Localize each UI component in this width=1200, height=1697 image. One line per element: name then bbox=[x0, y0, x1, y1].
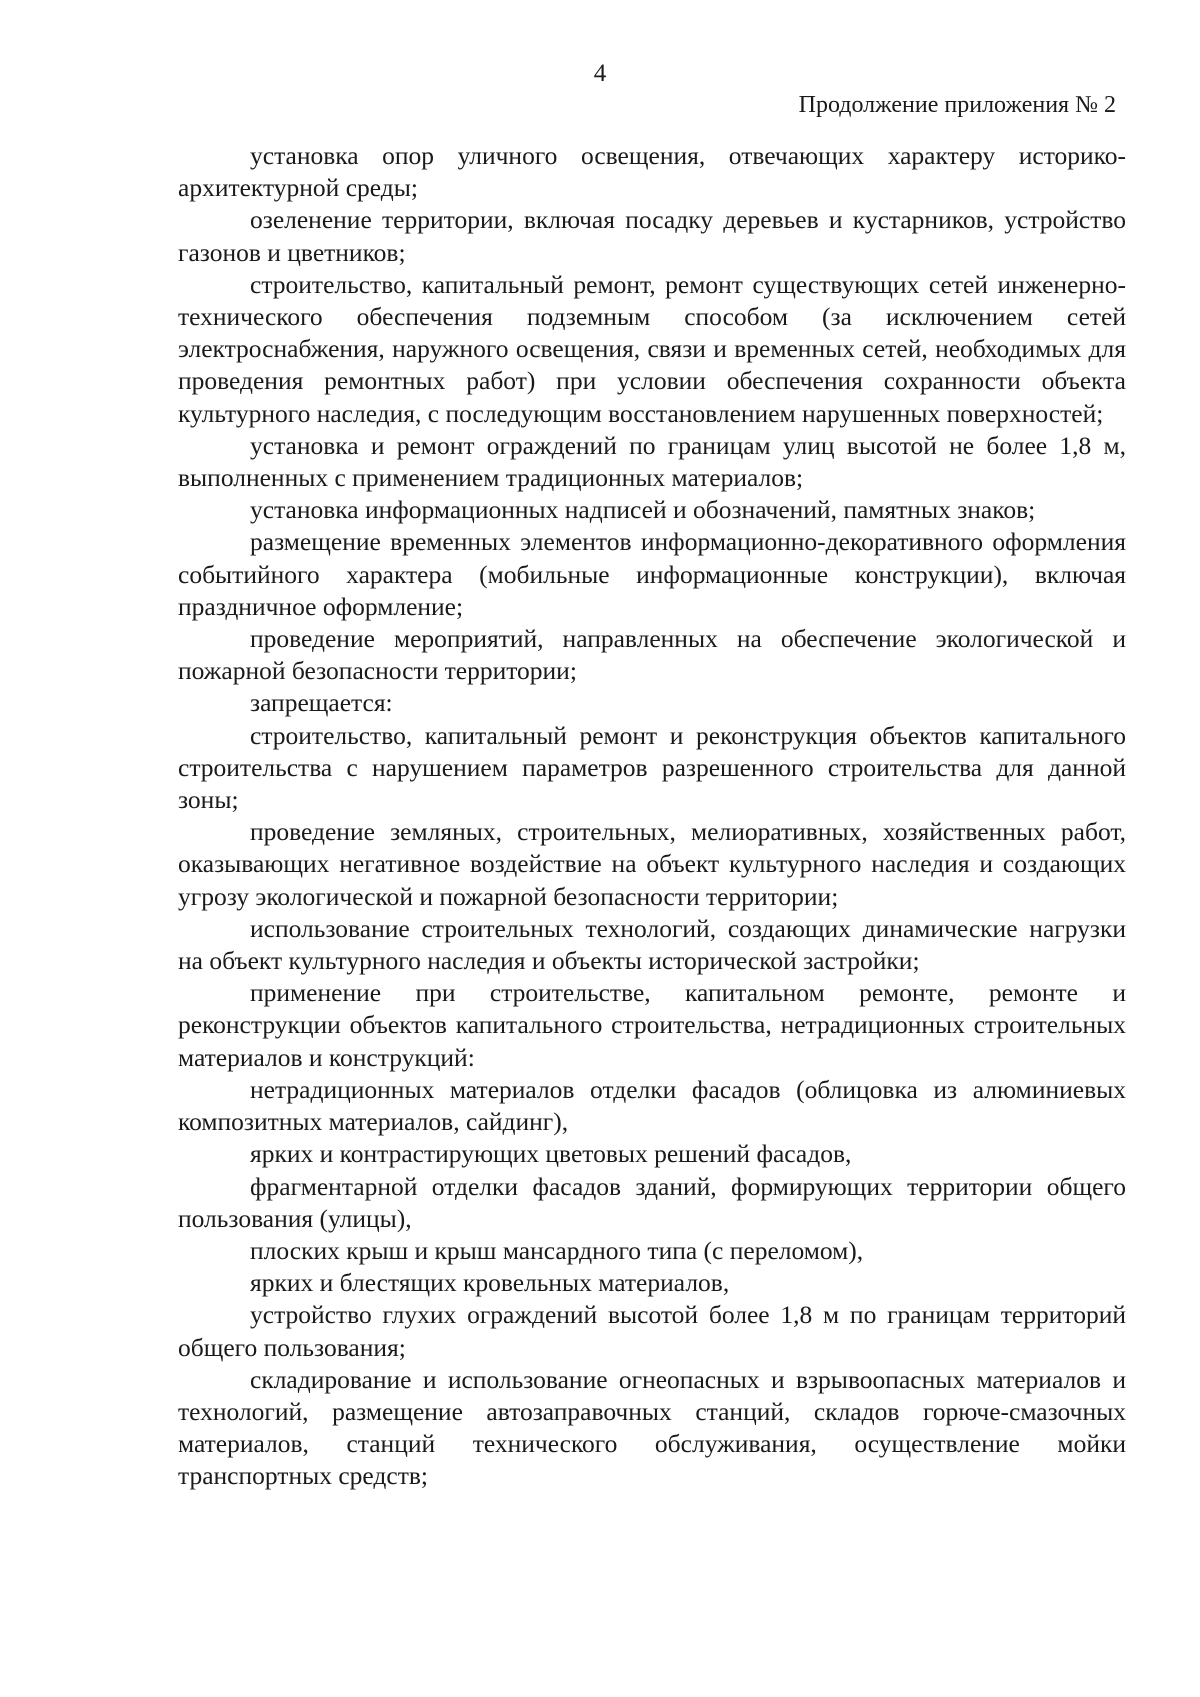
page-number: 4 bbox=[593, 60, 607, 87]
paragraph-fences: установка и ремонт ограждений по границам улиц высотой не более 1,8 м, выполненных с применением традиционных материалов; bbox=[178, 430, 1126, 493]
paragraph-temporary-decor: размещение временных элементов информационно-декоративного оформления событийного характера (мобильные информационные конструкции), включая праздничное оформление; bbox=[178, 527, 1126, 621]
paragraph-earthworks: проведение земляных, строительных, мелиоративных, хозяйственных работ, оказывающих негативное воздействие на объект культурного наследия и создающих угрозу экологической и пожарной безопасности территории; bbox=[178, 817, 1126, 911]
paragraph-landscaping: озеленение территории, включая посадку деревьев и кустарников, устройство газонов и цветников; bbox=[178, 205, 1126, 267]
appendix-continuation-header: Продолжение приложения № 2 bbox=[798, 92, 1116, 118]
paragraph-dynamic-loads: использование строительных технологий, создающих динамические нагрузки на объект культурного наследия и объекты исторической застройки; bbox=[178, 913, 1126, 976]
paragraph-solid-fences: устройство глухих ограждений высотой более 1,8 м по границам территорий общего пользования; bbox=[178, 1300, 1126, 1362]
paragraph-safety-measures: проведение мероприятий, направленных на обеспечение экологической и пожарной безопасности территории; bbox=[178, 624, 1126, 686]
paragraph-prohibited-heading: запрещается: bbox=[250, 688, 393, 718]
paragraph-utility-networks: строительство, капитальный ремонт, ремонт существующих сетей инженерно-технического обеспечения подземным способом (за исключением сетей электроснабжения, наружного освещения, связи и временных сетей, необходимых для проведения ремонтных работ) при условии обеспечения сохранности объекта культурного наследия, с последующим восстановлением нарушенных поверхностей; bbox=[178, 269, 1126, 428]
paragraph-nontraditional-materials: применение при строительстве, капитальном ремонте, ремонте и реконструкции объектов капитального строительства, нетрадиционных строительных материалов и конструкций: bbox=[178, 978, 1126, 1072]
list-item-bright-colors: ярких и контрастирующих цветовых решений фасадов, bbox=[250, 1139, 852, 1169]
list-item-facade-cladding: нетрадиционных материалов отделки фасадов (облицовка из алюминиевых композитных материалов, сайдинг), bbox=[178, 1074, 1126, 1137]
document-body bbox=[178, 140, 1126, 1493]
paragraph-info-signs: установка информационных надписей и обозначений, памятных знаков; bbox=[250, 495, 1036, 525]
paragraph-hazardous-storage: складирование и использование огнеопасных и взрывоопасных материалов и технологий, размещение автозаправочных станций, складов горюче-смазочных материалов, станций технического обслуживания, осуществление мойки транспортных средств; bbox=[178, 1364, 1126, 1491]
paragraph-construction-violation: строительство, капитальный ремонт и реконструкция объектов капитального строительства с нарушением параметров разрешенного строительства для данной зоны; bbox=[178, 720, 1126, 815]
paragraph-street-lighting: установка опор уличного освещения, отвечающих характеру историко-архитектурной среды; bbox=[178, 141, 1126, 203]
list-item-shiny-roofing: ярких и блестящих кровельных материалов, bbox=[250, 1268, 730, 1298]
list-item-flat-roofs: плоских крыш и крыш мансардного типа (с переломом), bbox=[250, 1235, 864, 1265]
list-item-fragmentary-finish: фрагментарной отделки фасадов зданий, формирующих территории общего пользования (улицы), bbox=[178, 1171, 1126, 1233]
